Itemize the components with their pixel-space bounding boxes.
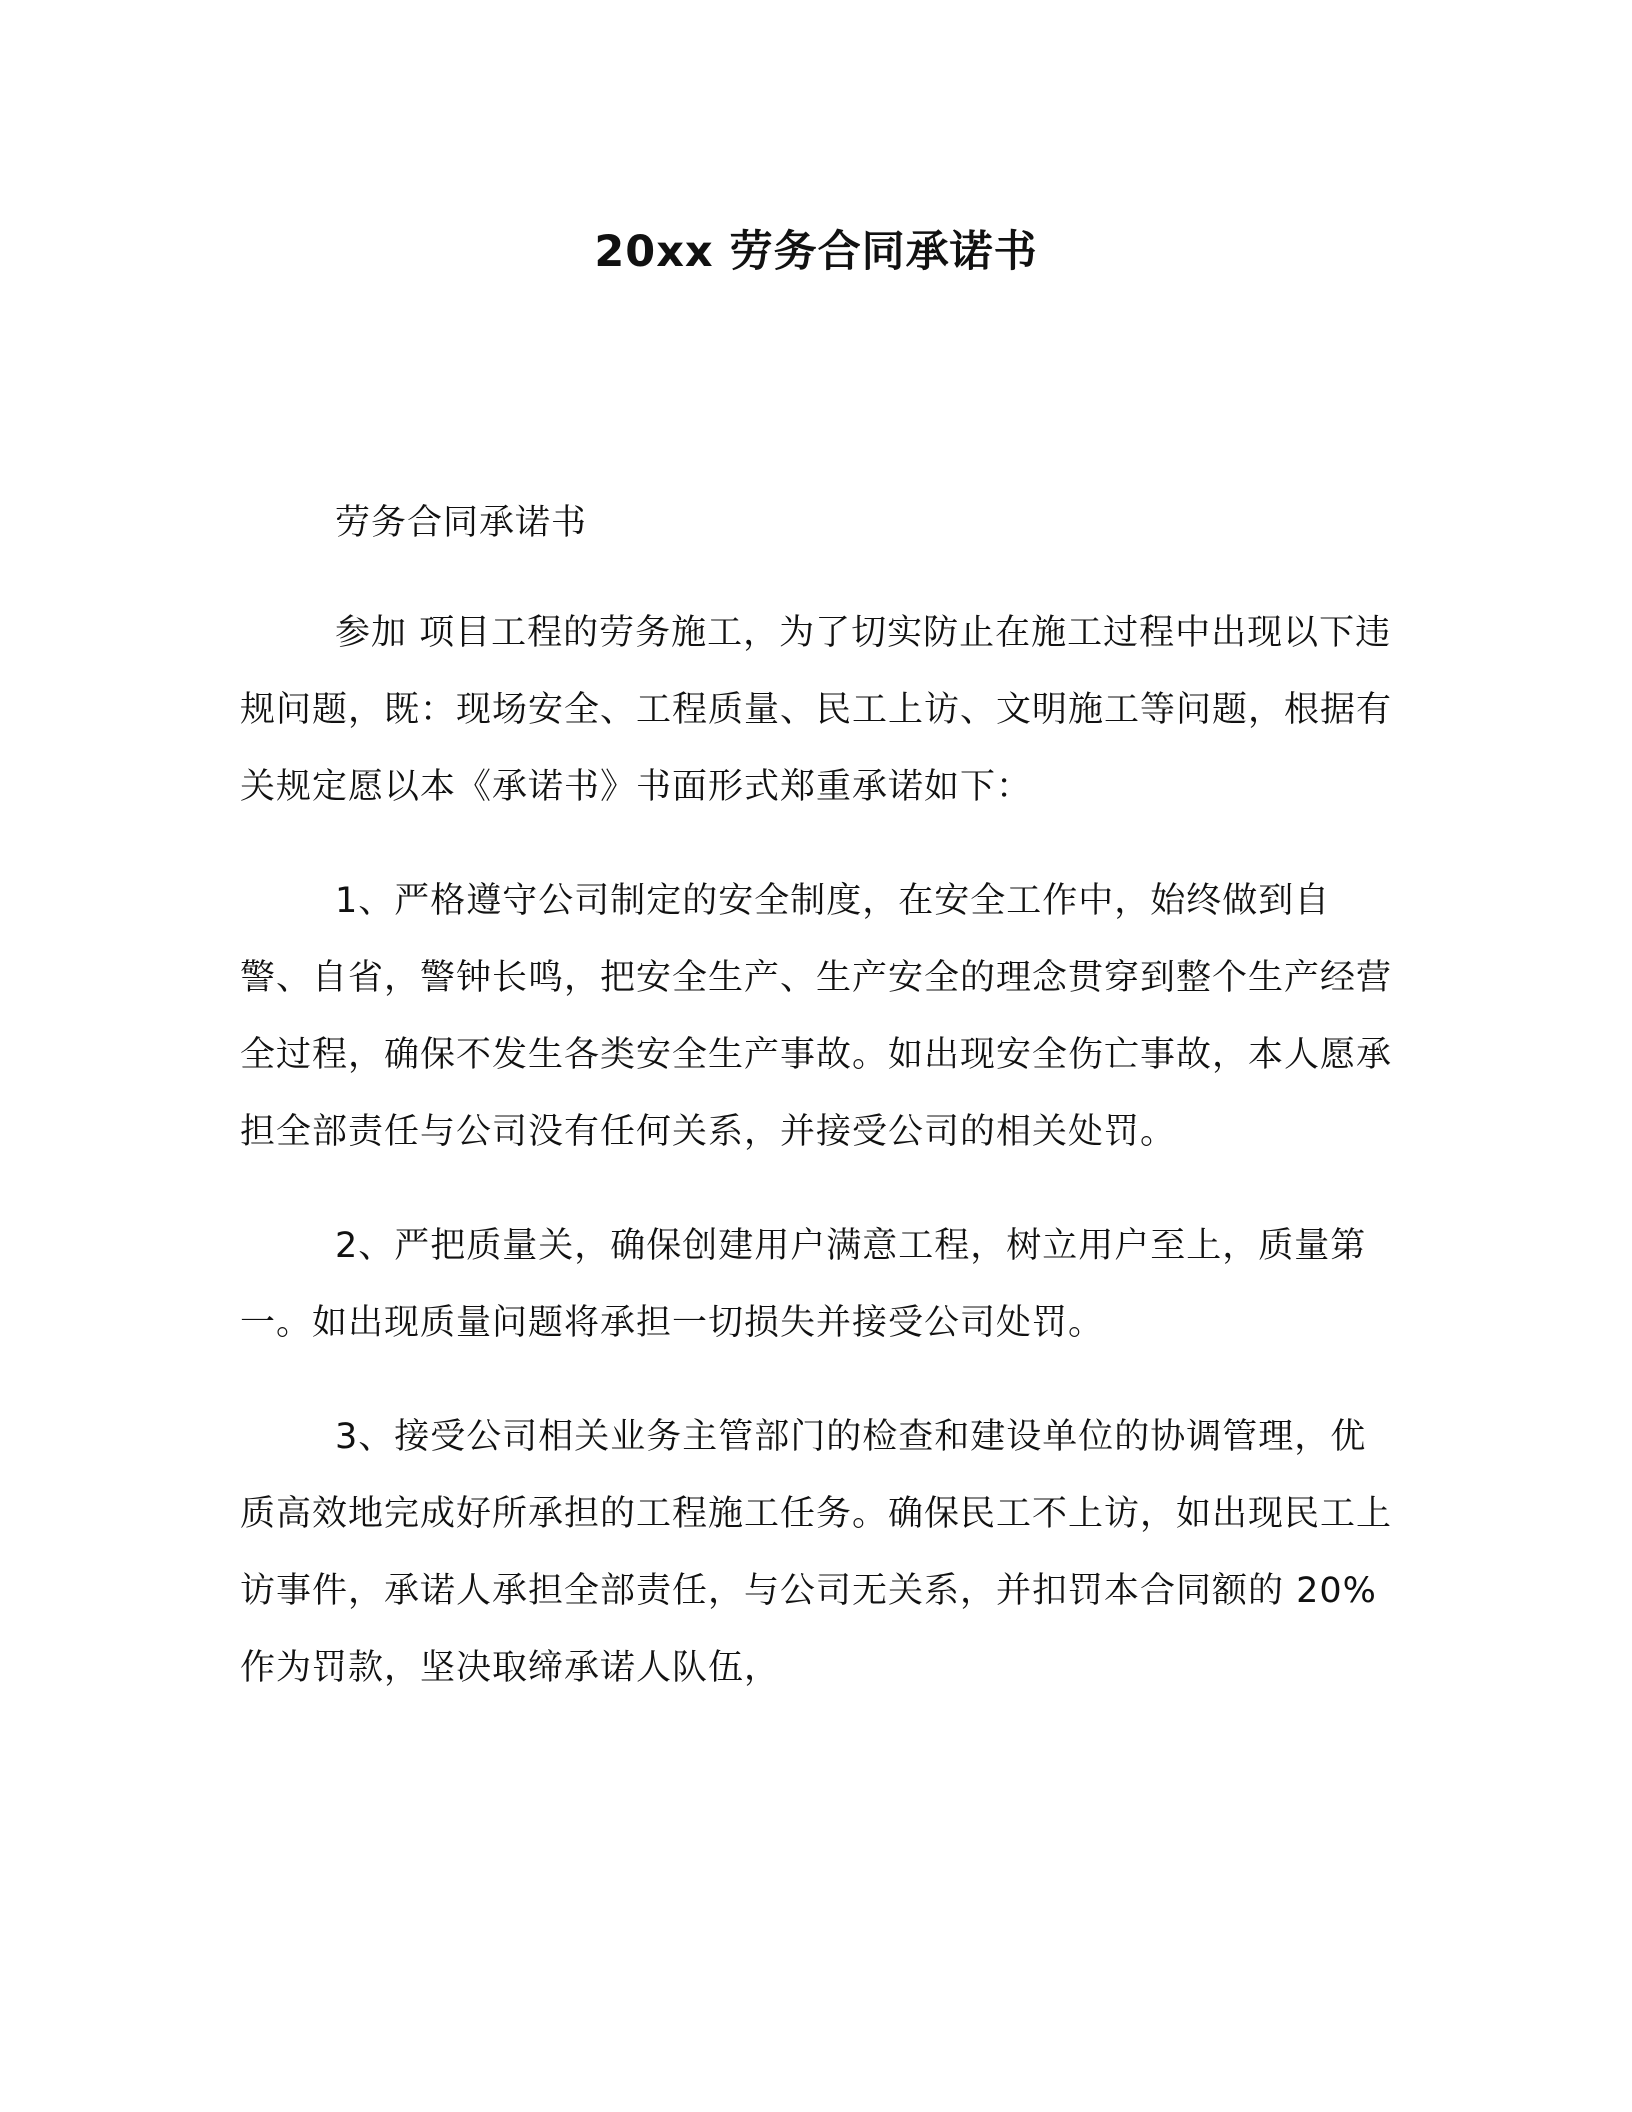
- clause-3-paragraph: 3、接受公司相关业务主管部门的检查和建设单位的协调管理，优质高效地完成好所承担的工程施工任务。确保民工不上访，如出现民工上访事件，承诺人承担全部责任，与公司无关系，并扣罚本合同额的 20%作为罚款，坚决取缔承诺人队伍，: [240, 1417, 1393, 1688]
- intro-paragraph: 参加 项目工程的劳务施工，为了切实防止在施工过程中出现以下违规问题，既：现场安全、工程质量、民工上访、文明施工等问题，根据有关规定愿以本《承诺书》书面形式郑重承诺如下：: [240, 613, 1393, 807]
- document-title: 20xx 劳务合同承诺书: [594, 227, 1038, 277]
- clause-1-paragraph: 1、严格遵守公司制定的安全制度，在安全工作中，始终做到自警、自省，警钟长鸣，把安全生产、生产安全的理念贯穿到整个生产经营全过程，确保不发生各类安全生产事故。如出现安全伤亡事故，本人愿承担全部责任与公司没有任何关系，并接受公司的相关处罚。: [240, 881, 1393, 1152]
- document-body: [240, 488, 1400, 1744]
- clause-2-paragraph: 2、严把质量关，确保创建用户满意工程，树立用户至上，质量第一。如出现质量问题将承担一切损失并接受公司处罚。: [240, 1226, 1367, 1343]
- document-heading: 劳务合同承诺书: [335, 503, 588, 543]
